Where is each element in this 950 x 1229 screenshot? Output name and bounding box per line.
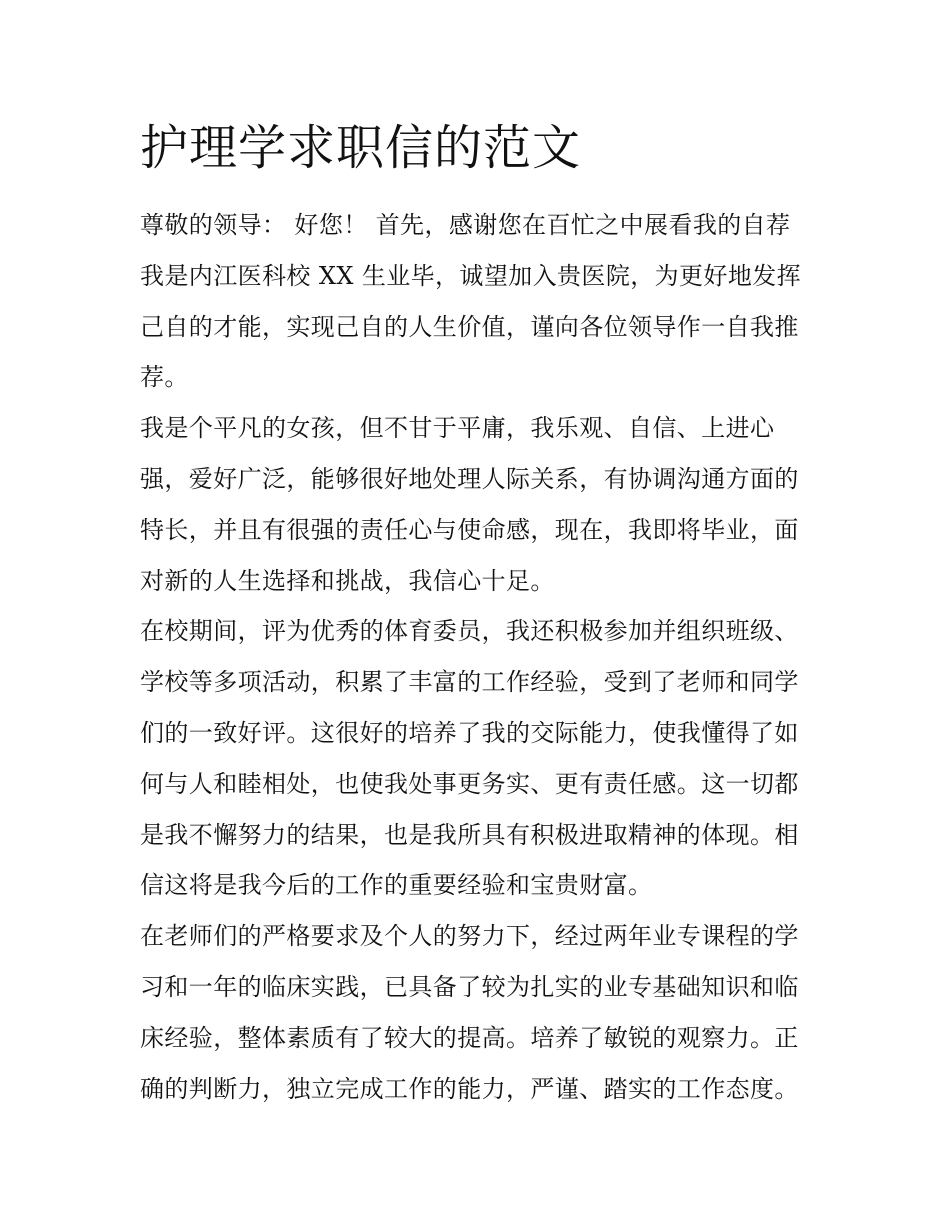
- body-line: 信这将是我今后的工作的重要经验和宝贵财富。: [140, 871, 653, 900]
- body-line: 强，爱好广泛，能够很好地处理人际关系，有协调沟通方面的: [140, 464, 799, 493]
- document-body: [140, 200, 820, 1114]
- body-line: 尊敬的领导： 好您！ 首先，感谢您在百忙之中展看我的自荐: [140, 211, 791, 239]
- body-line: 对新的人生选择和挑战，我信心十足。: [140, 566, 555, 595]
- body-line: 学校等多项活动，积累了丰富的工作经验，受到了老师和同学: [140, 668, 799, 697]
- body-line: 何与人和睦相处，也使我处事更务实、更有责任感。这一切都: [140, 769, 799, 798]
- body-line: 己自的才能，实现己自的人生价值，谨向各位领导作一自我推: [140, 312, 799, 341]
- body-line: 床经验，整体素质有了较大的提高。培养了敏锐的观察力。正: [140, 1023, 799, 1052]
- body-line: 荐。: [140, 363, 189, 392]
- body-line: 是我不懈努力的结果，也是我所具有积极进取精神的体现。相: [140, 820, 799, 849]
- body-line: 们的一致好评。这很好的培养了我的交际能力，使我懂得了如: [140, 718, 799, 747]
- body-line: 在校期间，评为优秀的体育委员，我还积极参加并组织班级、: [140, 617, 799, 646]
- body-line: 我是个平凡的女孩，但不甘于平庸，我乐观、自信、上进心: [140, 414, 775, 443]
- body-line: 特长，并且有很强的责任心与使命感，现在，我即将毕业，面: [140, 515, 799, 544]
- body-line: 在老师们的严格要求及个人的努力下，经过两年业专课程的学: [140, 922, 799, 951]
- body-line: 确的判断力，独立完成工作的能力，严谨、踏实的工作态度。: [140, 1074, 799, 1103]
- body-line: 我是内江医科校 XX 生业毕，诚望加入贵医院，为更好地发挥: [140, 261, 802, 290]
- document-title: 护理学求职信的范文: [140, 120, 582, 176]
- body-line: 习和一年的临床实践，已具备了较为扎实的业专基础知识和临: [140, 972, 799, 1001]
